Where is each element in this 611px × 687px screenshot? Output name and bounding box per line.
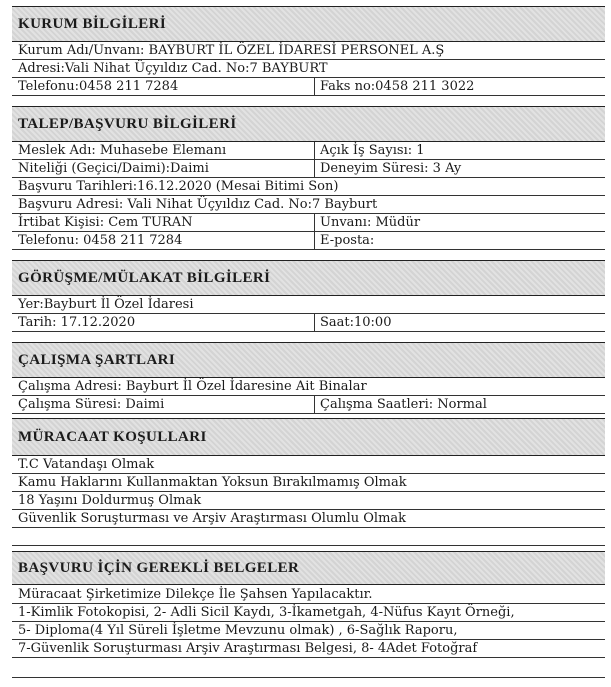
application-address: Başvuru Adresi: Vali Nihat Üçyıldız Cad. No:7 Bayburt bbox=[18, 197, 378, 212]
column-divider bbox=[314, 160, 315, 178]
column-divider bbox=[314, 396, 315, 414]
list-item bbox=[12, 586, 605, 604]
job-type: Niteliği (Geçici/Daimi):Daimi bbox=[18, 161, 209, 176]
section-muracaat-header bbox=[12, 418, 605, 456]
column-divider bbox=[314, 142, 315, 160]
list-item bbox=[12, 474, 605, 492]
interview-time: Saat:10:00 bbox=[320, 315, 392, 330]
section-title: ÇALIŞMA ŞARTLARI bbox=[18, 351, 176, 368]
list-item bbox=[12, 622, 605, 640]
application-dates: Başvuru Tarihleri:16.12.2020 (Mesai Bitimi Son) bbox=[18, 179, 339, 194]
section-kurum-header bbox=[12, 6, 605, 42]
kurum-ad-row bbox=[12, 42, 605, 60]
section-title: MÜRACAAT KOŞULLARI bbox=[18, 428, 207, 445]
document-text: Müracaat Şirketimize Dilekçe İle Şahsen Yapılacaktır. bbox=[18, 587, 373, 602]
talep-irtibat-row bbox=[12, 214, 605, 232]
interview-location: Yer:Bayburt İl Özel İdaresi bbox=[18, 297, 194, 312]
open-positions: Açık İş Sayısı: 1 bbox=[320, 143, 425, 158]
talep-telefon-row bbox=[12, 232, 605, 250]
gorusme-tarih-row bbox=[12, 314, 605, 332]
kurum-phone: Telefonu:0458 211 7284 bbox=[18, 79, 179, 94]
section-calisma-header bbox=[12, 342, 605, 378]
kurum-name: Kurum Adı/Unvanı: BAYBURT İL ÖZEL İDARESİ PERSONEL A.Ş bbox=[18, 43, 445, 58]
job-title: Meslek Adı: Muhasebe Elemanı bbox=[18, 143, 227, 158]
document-text: 7-Güvenlik Soruşturması Arşiv Araştırması Belgesi, 8- 4Adet Fotoğraf bbox=[18, 641, 478, 656]
section-talep-header bbox=[12, 106, 605, 142]
gorusme-yer-row bbox=[12, 296, 605, 314]
document-text: 1-Kimlik Fotokopisi, 2- Adli Sicil Kaydı, 3-İkametgah, 4-Nüfus Kayıt Örneği, bbox=[18, 605, 515, 620]
talep-nitelik-row bbox=[12, 160, 605, 178]
section-title: GÖRÜŞME/MÜLAKAT BİLGİLERİ bbox=[18, 269, 271, 286]
contact-title: Unvanı: Müdür bbox=[320, 215, 421, 230]
condition-text: 18 Yaşını Doldurmuş Olmak bbox=[18, 493, 202, 508]
section-belgeler-header bbox=[12, 551, 605, 585]
calisma-sure-row bbox=[12, 396, 605, 414]
kurum-adres-row bbox=[12, 60, 605, 78]
section-gorusme-header bbox=[12, 260, 605, 296]
condition-text: Güvenlik Soruşturması ve Arşiv Araştırması Olumlu Olmak bbox=[18, 511, 407, 526]
column-divider bbox=[314, 232, 315, 250]
talep-tarih-row bbox=[12, 178, 605, 196]
work-address: Çalışma Adresi: Bayburt İl Özel İdaresine Ait Binalar bbox=[18, 379, 367, 394]
talep-meslek-row bbox=[12, 142, 605, 160]
contact-phone: Telefonu: 0458 211 7284 bbox=[18, 233, 183, 248]
talep-adres-row bbox=[12, 196, 605, 214]
document-text: 5- Diploma(4 Yıl Süreli İşletme Mevzunu olmak) , 6-Sağlık Raporu, bbox=[18, 623, 458, 638]
condition-text: T.C Vatandaşı Olmak bbox=[18, 457, 155, 472]
work-hours: Çalışma Saatleri: Normal bbox=[320, 397, 487, 412]
column-divider bbox=[314, 78, 315, 96]
job-posting-form bbox=[12, 6, 605, 681]
list-item bbox=[12, 604, 605, 622]
experience: Deneyim Süresi: 3 Ay bbox=[320, 161, 462, 176]
interview-date: Tarih: 17.12.2020 bbox=[18, 315, 136, 330]
list-item bbox=[12, 510, 605, 528]
kurum-address: Adresi:Vali Nihat Üçyıldız Cad. No:7 BAYBURT bbox=[18, 61, 328, 76]
contact-email: E-posta: bbox=[320, 233, 375, 248]
condition-text: Kamu Haklarını Kullanmaktan Yoksun Bırakılmamış Olmak bbox=[18, 475, 407, 490]
section-title: KURUM BİLGİLERİ bbox=[18, 15, 167, 32]
section-title: BAŞVURU İÇİN GEREKLİ BELGELER bbox=[18, 559, 300, 576]
column-divider bbox=[314, 314, 315, 332]
blank-row bbox=[12, 658, 605, 678]
list-item bbox=[12, 456, 605, 474]
calisma-adres-row bbox=[12, 378, 605, 396]
work-duration: Çalışma Süresi: Daimi bbox=[18, 397, 165, 412]
list-item bbox=[12, 492, 605, 510]
section-title: TALEP/BAŞVURU BİLGİLERİ bbox=[18, 115, 237, 132]
blank-row bbox=[12, 528, 605, 546]
contact-person: İrtibat Kişisi: Cem TURAN bbox=[18, 215, 193, 230]
list-item bbox=[12, 640, 605, 658]
kurum-fax: Faks no:0458 211 3022 bbox=[320, 79, 475, 94]
kurum-phone-row bbox=[12, 78, 605, 96]
column-divider bbox=[314, 214, 315, 232]
